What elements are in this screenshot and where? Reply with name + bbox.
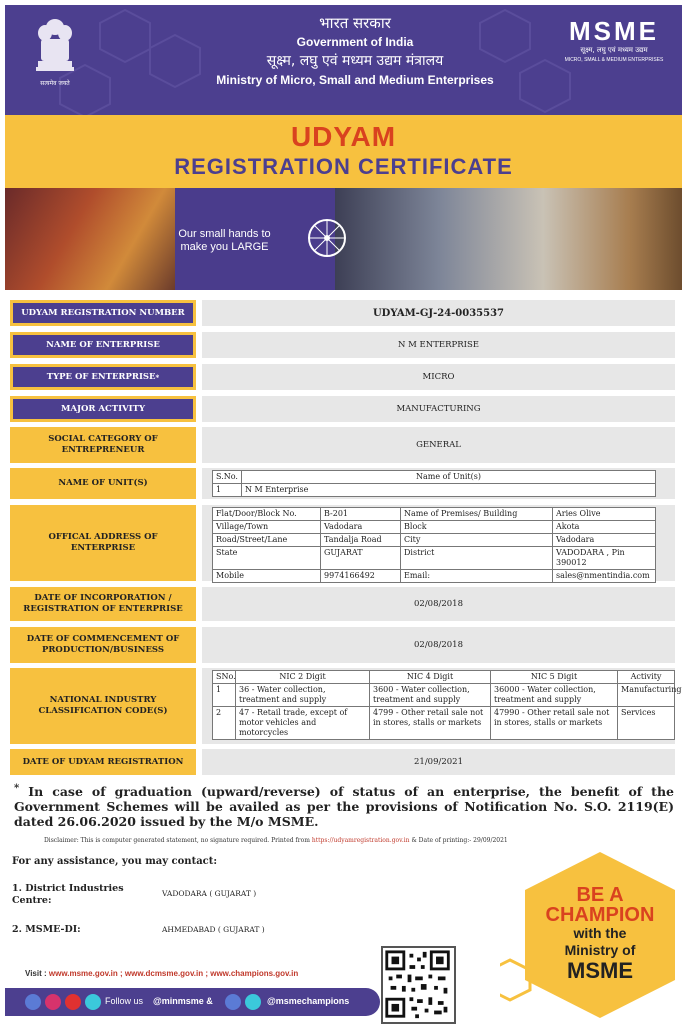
address-cell: sales@nmentindia.com: [553, 570, 656, 583]
workers-photo: [335, 188, 682, 290]
hindi-government: भारत सरकार: [319, 14, 391, 32]
row-incorporation-date: [10, 587, 675, 621]
nic-header-cell: Activity: [618, 671, 675, 684]
row-units: [10, 468, 675, 499]
contact-dic-value: VADODARA ( GUJARAT ): [162, 889, 257, 898]
units-sno: 1: [213, 484, 242, 497]
nic-header-cell: NIC 4 Digit: [370, 671, 491, 684]
nic-cell: 36 - Water collection, treatment and supply: [236, 684, 370, 707]
contact-msme-di-label: 2. MSME-DI:: [12, 924, 81, 935]
champion-line-4: Ministry of: [564, 942, 636, 958]
table-row: [213, 547, 656, 570]
nic-header-cell: NIC 5 Digit: [491, 671, 618, 684]
incorporation-date-label: DATE OF INCORPORATION / REGISTRATION OF ENTERPRISE: [10, 587, 196, 621]
disclaimer-text: Disclaimer: This is computer generated statement, no signature required. Printed from: [44, 837, 310, 844]
visit-label: Visit :: [25, 969, 47, 978]
assistance-heading: For any assistance, you may contact:: [12, 856, 218, 867]
facebook-icon[interactable]: [225, 994, 241, 1010]
enterprise-type-asterisk: *: [155, 372, 160, 382]
title-udyam: UDYAM: [290, 121, 397, 152]
enterprise-type-label: [10, 364, 196, 390]
units-table: [212, 470, 656, 497]
nic-codes-label: NATIONAL INDUSTRY CLASSIFICATION CODE(S): [10, 668, 196, 744]
nic-cell: 47 - Retail trade, except of motor vehicles and motorcycles: [236, 707, 370, 740]
champion-line-1: BE A: [576, 884, 624, 906]
champion-line-5: MSME: [567, 958, 633, 983]
table-row: [213, 508, 656, 521]
nic-cell: 1: [213, 684, 236, 707]
address-cell: Block: [401, 521, 553, 534]
major-activity-value: MANUFACTURING: [202, 396, 675, 422]
msme-logo-sub: MICRO, SMALL & MEDIUM ENTERPRISES: [564, 57, 664, 63]
nic-cell: Services: [618, 707, 675, 740]
nic-cell: 4799 - Other retail sale not in stores, stalls or markets: [370, 707, 491, 740]
udyam-registration-link[interactable]: https://udyamregistration.gov.in: [311, 837, 410, 844]
address-cell: Vadodara: [321, 521, 401, 534]
address-cell: Tandalja Road: [321, 534, 401, 547]
note-asterisk: *: [14, 783, 20, 794]
row-enterprise-name: [10, 332, 675, 358]
nic-table: [212, 670, 682, 740]
udyam-date-value: 21/09/2021: [202, 749, 675, 775]
row-nic-codes: [10, 668, 682, 744]
handle-msmechampions[interactable]: @msmechampions: [267, 996, 350, 1006]
nic-header-cell: SNo.: [213, 671, 236, 684]
table-row: [213, 534, 656, 547]
contact-msme-di-value: AHMEDABAD ( GUJARAT ): [162, 925, 265, 934]
address-cell: 9974166492: [321, 570, 401, 583]
social-category-value: GENERAL: [202, 427, 675, 463]
disclaimer: [44, 837, 664, 844]
row-address: [10, 505, 675, 581]
address-cell: Road/Street/Lane: [213, 534, 321, 547]
address-cell: VADODARA , Pin 390012: [553, 547, 656, 570]
table-row: [213, 471, 656, 484]
government-of-india: Government of India: [296, 35, 414, 49]
champion-line-3: with the: [573, 925, 627, 941]
table-row: [213, 521, 656, 534]
address-cell: Vadodara: [553, 534, 656, 547]
row-commencement-date: [10, 627, 675, 663]
certificate-title: [5, 115, 682, 188]
nic-codes-value: [202, 668, 682, 744]
row-social-category: [10, 427, 675, 463]
row-enterprise-type: [10, 364, 675, 390]
nic-cell: 3600 - Water collection, treatment and supply: [370, 684, 491, 707]
graduation-note: [14, 781, 674, 829]
udyam-date-label: DATE OF UDYAM REGISTRATION: [10, 749, 196, 775]
header-text: [155, 13, 555, 89]
instagram-icon[interactable]: [45, 994, 61, 1010]
social-category-label: SOCIAL CATEGORY OF ENTREPRENEUR: [10, 427, 196, 463]
header-banner: [5, 5, 682, 115]
address-cell: State: [213, 547, 321, 570]
units-sno-header: S.No.: [213, 471, 242, 484]
address-label: OFFICAL ADDRESS OF ENTERPRISE: [10, 505, 196, 581]
artisan-photo: [5, 188, 175, 290]
hindi-ministry: सूक्ष्म, लघु एवं मध्यम उद्यम मंत्रालय: [266, 53, 444, 69]
address-cell: Email:: [401, 570, 553, 583]
nic-cell: 2: [213, 707, 236, 740]
row-major-activity: [10, 396, 675, 422]
title-registration-certificate: REGISTRATION CERTIFICATE: [174, 154, 513, 179]
twitter-icon[interactable]: [245, 994, 261, 1010]
address-cell: B-201: [321, 508, 401, 521]
msme-logo-text: MSME: [569, 16, 659, 46]
address-cell: Name of Premises/ Building: [401, 508, 553, 521]
commencement-date-label: DATE OF COMMENCEMENT OF PRODUCTION/BUSINESS: [10, 627, 196, 663]
follow-us-text: Follow us: [105, 996, 144, 1006]
facebook-icon[interactable]: [25, 994, 41, 1010]
website-links[interactable]: www.msme.gov.in ; www.dcmsme.gov.in ; www.champions.gov.in: [48, 969, 299, 978]
registration-number-value: UDYAM-GJ-24-0035537: [202, 300, 675, 326]
address-cell: GUJARAT: [321, 547, 401, 570]
commencement-date-value: 02/08/2018: [202, 627, 675, 663]
note-text: In case of graduation (upward/reverse) of status of an enterprise, the benefit of the Government Schemes will be availed as per the provisions of Notification No. S.O. 2119(E) dated 26.06.2020 issued by the M/o MSME.: [14, 784, 674, 830]
address-cell: Mobile: [213, 570, 321, 583]
nic-cell: 36000 - Water collection, treatment and supply: [491, 684, 618, 707]
national-emblem-icon: [33, 17, 77, 83]
champion-text: [530, 885, 670, 983]
enterprise-type-value: MICRO: [202, 364, 675, 390]
address-cell: City: [401, 534, 553, 547]
nic-header-cell: NIC 2 Digit: [236, 671, 370, 684]
nic-cell: Manufacturing: [618, 684, 675, 707]
enterprise-type-label-text: TYPE OF ENTERPRISE: [46, 371, 156, 382]
table-row: [213, 484, 656, 497]
address-table: [212, 507, 656, 583]
row-registration-number: [10, 300, 675, 326]
table-row: [213, 570, 656, 583]
units-name-header: Name of Unit(s): [241, 471, 655, 484]
ministry-name: Ministry of Micro, Small and Medium Enterprises: [216, 73, 494, 87]
champion-line-2: CHAMPION: [545, 904, 655, 926]
table-row: [213, 707, 675, 740]
nic-cell: 47990 - Other retail sale not in stores, stalls or markets: [491, 707, 618, 740]
msme-logo: [559, 17, 669, 64]
contact-dic-label: 1. District Industries Centre:: [12, 883, 124, 906]
twitter-icon[interactable]: [85, 994, 101, 1010]
units-label: NAME OF UNIT(S): [10, 468, 196, 499]
social-follow-bar: [5, 988, 380, 1016]
registration-number-label: UDYAM REGISTRATION NUMBER: [10, 300, 196, 326]
charkha-wheel-icon: [305, 216, 349, 260]
table-row: [213, 684, 675, 707]
enterprise-name-label: NAME OF ENTERPRISE: [10, 332, 196, 358]
photo-banner: [5, 188, 682, 290]
major-activity-label: MAJOR ACTIVITY: [10, 396, 196, 422]
address-cell: District: [401, 547, 553, 570]
incorporation-date-value: 02/08/2018: [202, 587, 675, 621]
enterprise-name-value: N M ENTERPRISE: [202, 332, 675, 358]
address-cell: Flat/Door/Block No.: [213, 508, 321, 521]
handle-minmsme[interactable]: @minmsme &: [153, 996, 213, 1006]
address-value: [202, 505, 675, 581]
address-cell: Akota: [553, 521, 656, 534]
emblem-caption: सत्यमेव जयते: [40, 80, 70, 87]
youtube-icon[interactable]: [65, 994, 81, 1010]
row-udyam-date: [10, 749, 675, 775]
units-name: N M Enterprise: [241, 484, 655, 497]
print-date: & Date of printing:- 29/09/2021: [411, 837, 508, 844]
visit-links: [25, 969, 298, 978]
address-cell: Village/Town: [213, 521, 321, 534]
banner-tagline: Our small hands to make you LARGE: [178, 228, 271, 253]
msme-logo-hindi: सूक्ष्म, लघु एवं मध्यम उद्यम: [580, 46, 648, 54]
address-cell: Aries Olive: [553, 508, 656, 521]
qr-code-icon: [381, 946, 456, 1024]
table-row: [213, 671, 675, 684]
units-value: [202, 468, 675, 499]
